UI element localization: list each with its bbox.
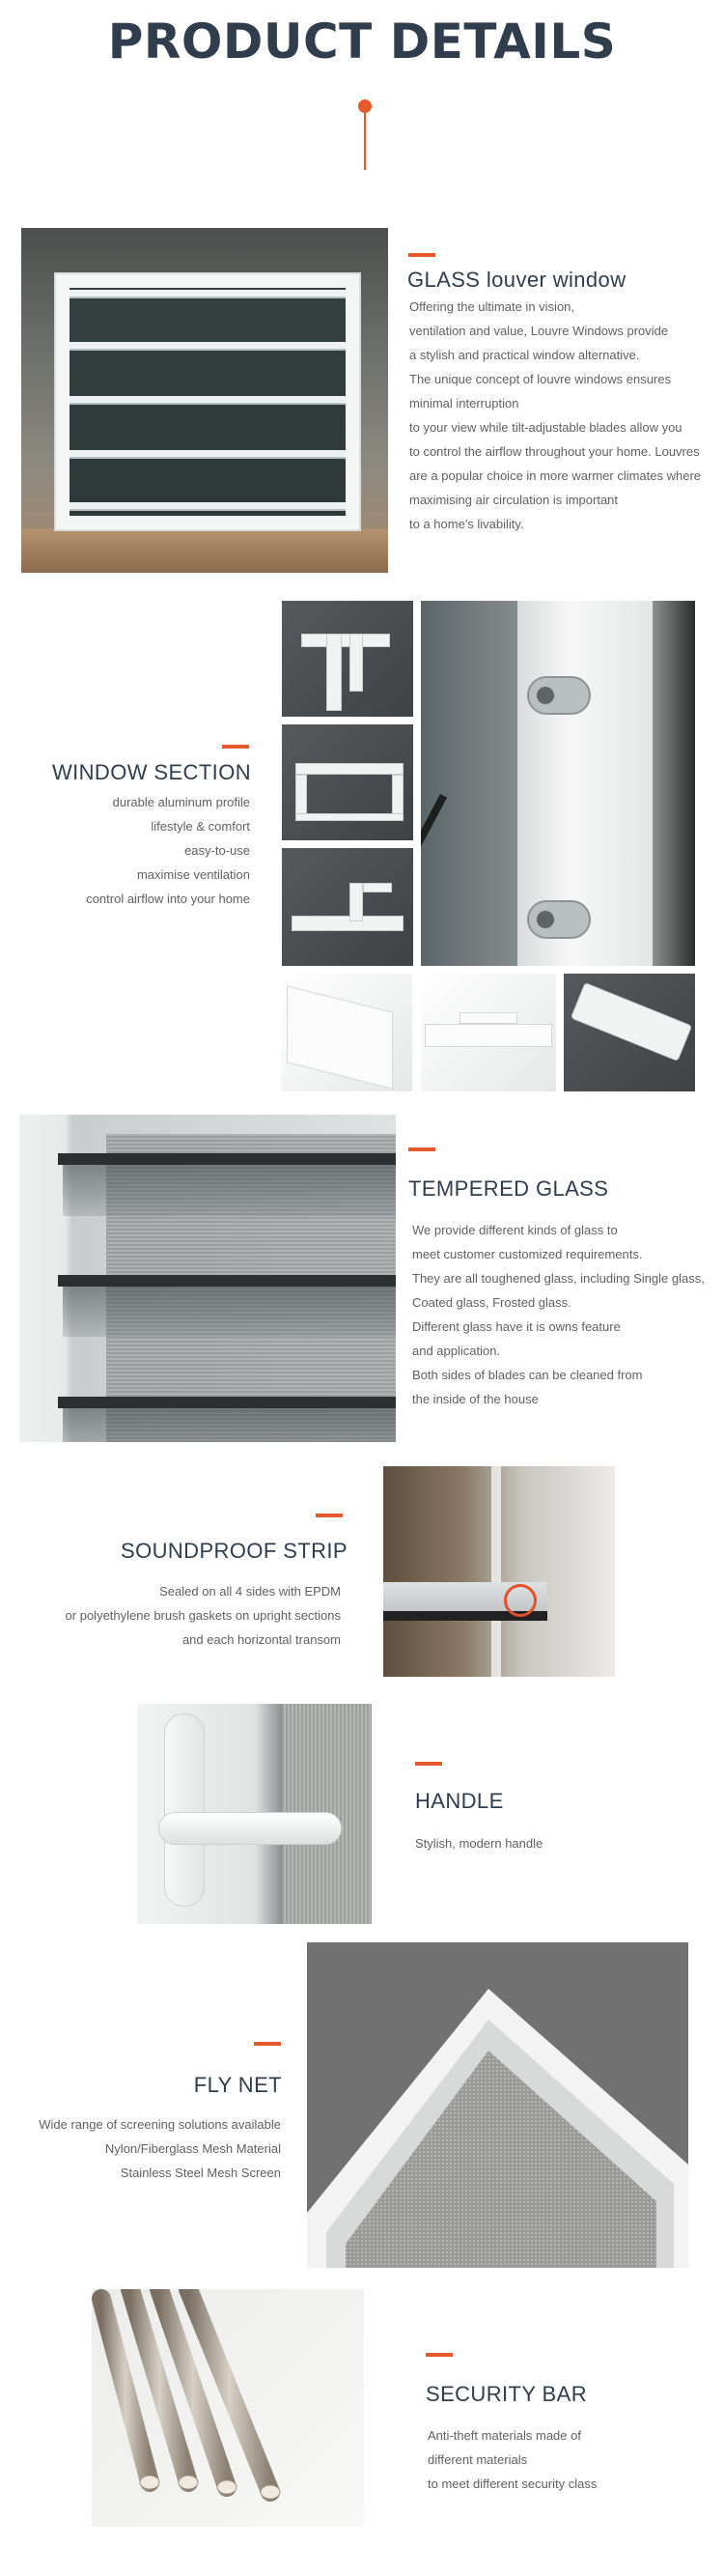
profile-photo-3 [282,848,413,966]
page-title: PRODUCT DETAILS [107,14,617,70]
profile-photo-1 [282,601,413,717]
text-line: the inside of the house [412,1392,539,1406]
louver-clip-photo [421,601,695,966]
text-line: meet customer customized requirements. [412,1247,643,1261]
security-bar-photo [92,2289,364,2527]
text-line: and each horizontal transom [181,1632,341,1647]
text-line: maximise ventilation [136,867,250,882]
section-text-fly-net [39,2112,281,2185]
accent-bar [222,745,249,749]
section-title-fly-net: FLY NET [193,2073,282,2097]
section-text-tempered-glass [412,1218,705,1411]
fly-net-photo [307,1942,688,2268]
text-line: Nylon/Fiberglass Mesh Material [104,2141,281,2156]
section-text-security-bar [428,2423,597,2496]
text-line: to your view while tilt-adjustable blades allow you [409,420,682,435]
tempered-glass-photo [19,1115,396,1442]
text-line: Offering the ultimate in vision, [409,299,575,314]
text-line: Stylish, modern handle [415,1836,543,1851]
profile-photo-4 [281,974,412,1091]
text-line: maximising air circulation is important [409,493,619,507]
accent-bar [254,2042,281,2046]
section-title-soundproof-strip: SOUNDPROOF STRIP [121,1539,348,1563]
section-text-handle [415,1831,543,1855]
accent-bar [415,1762,442,1766]
section-title-window-section: WINDOW SECTION [51,760,251,784]
profile-photo-5 [421,974,556,1091]
title-line-decoration [364,106,366,170]
text-line: Different glass have it is owns feature [412,1319,621,1334]
accent-bar [408,253,435,257]
section-title-handle: HANDLE [415,1789,504,1813]
text-line: Coated glass, Frosted glass. [412,1295,571,1310]
text-line: minimal interruption [409,396,519,410]
text-line: We provide different kinds of glass to [412,1223,618,1237]
louver-window-photo [21,228,388,573]
text-line: ventilation and value, Louvre Windows provide [409,324,669,338]
text-line: lifestyle & comfort [151,819,250,834]
section-text-glass-louver [409,295,701,536]
text-line: Both sides of blades can be cleaned from [412,1368,643,1382]
text-line: Stainless Steel Mesh Screen [120,2166,281,2180]
profile-photo-6 [564,974,695,1091]
soundproof-strip-photo [383,1466,615,1677]
text-line: durable aluminum profile [112,795,250,809]
text-line: The unique concept of louvre windows ensures [409,372,671,386]
text-line: a stylish and practical window alternative. [409,348,640,362]
text-line: control airflow into your home [86,892,250,906]
text-line: or polyethylene brush gaskets on upright sections [65,1608,341,1623]
accent-bar [316,1514,343,1517]
section-title-glass-louver: GLASS louver window [407,268,627,292]
text-line: Anti-theft materials made of [428,2428,581,2443]
section-text-window-section [86,790,250,911]
text-line: Sealed on all 4 sides with EPDM [159,1584,341,1599]
accent-bar [408,1147,435,1151]
text-line: are a popular choice in more warmer climates where [409,468,702,483]
handle-photo [137,1704,372,1924]
section-title-security-bar: SECURITY BAR [426,2382,587,2406]
accent-bar [426,2353,453,2357]
text-line: They are all toughened glass, including Single glass, [412,1271,705,1286]
section-text-soundproof-strip [66,1579,341,1652]
text-line: to meet different security class [428,2477,598,2491]
text-line: to a home's livability. [409,517,524,531]
profile-photo-2 [282,724,413,840]
text-line: different materials [428,2452,528,2467]
text-line: to control the airflow throughout your home. Louvres [409,444,700,459]
section-title-tempered-glass: TEMPERED GLASS [408,1176,609,1201]
text-line: and application. [412,1344,501,1358]
text-line: Wide range of screening solutions available [39,2117,281,2132]
text-line: easy-to-use [184,843,250,858]
